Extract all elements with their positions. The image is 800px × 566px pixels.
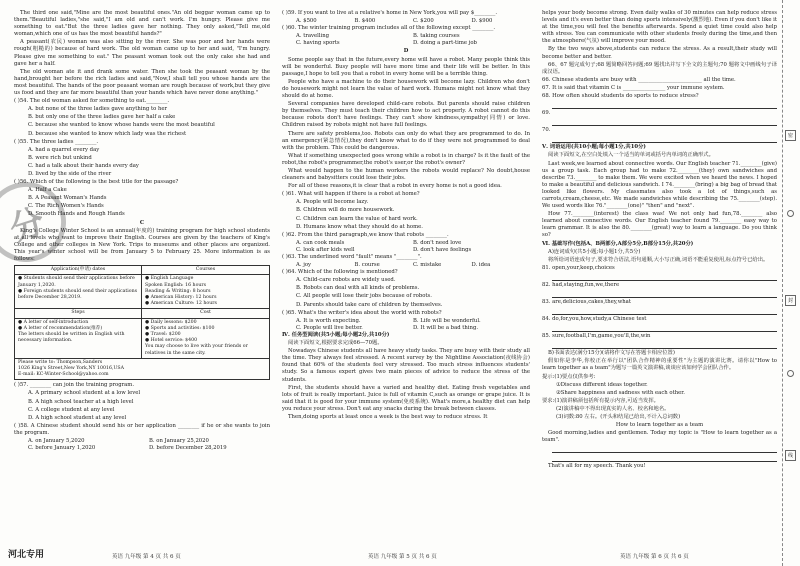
section-note: 阅读下面短文,在空白处填入一个适当的单词或括号内单词的正确形式。 xyxy=(548,152,714,159)
section-heading-v: Ⅴ. 词语运用(共10小题;每小题1分,共10分) xyxy=(542,144,646,151)
requirement: 要求:(1)演讲稿须包括所有提示内容,可适当发挥。 xyxy=(542,397,659,404)
page-footer-5: 英语 九年级 第 5 页 共 6 页 xyxy=(368,554,437,560)
essay-title: How to learn together as a team xyxy=(615,422,704,429)
answer-line[interactable] xyxy=(552,118,777,126)
paragraph: There are safety problems,too. Robots can only do what they are programmed to do. In an emergency(紧急情况),they don't know what to do if they were not programmed to deal with the problem. This could be dangerous. xyxy=(282,130,530,151)
section-note: 将所给词语连成句子,要求符合语法,语句通顺,大小写正确,词语不能重复使用,标点符号已给出。 xyxy=(548,256,769,263)
question-68: 68. How often should students do sports to reduce stress? xyxy=(542,93,699,100)
options-row xyxy=(14,438,270,445)
table-header: Courses xyxy=(142,266,269,275)
option: D. It will be a bad thing. xyxy=(413,324,479,331)
option: C. The Rich Women's Hands xyxy=(28,203,104,210)
paragraph: King's College Winter School is an annual(年度的) training program for high school students at all levels who want to improve their English. Courses are given by the teachers of King's College and other colleges in New York. Trips to museums and other places are organized. This year's winter school will be from January 5 to February 25. More information is as follows: xyxy=(14,227,270,262)
option: B. Life will be wonderful. xyxy=(413,317,481,324)
section-heading-c: C xyxy=(139,219,145,226)
question-81: 81. open,your,keep,choices xyxy=(542,264,615,271)
table-cell: ● Students should send their applications before January 1,2020. ● Foreign students should send their applications before December 28,2019. xyxy=(15,275,142,309)
option: D. A high school student at any level xyxy=(28,414,127,421)
option: C. before January 1,2020 xyxy=(28,445,96,452)
options-row xyxy=(282,33,530,40)
paragraph: 假如你是李华,你校正在举行以"团队合作精神的重要性"为主题的演讲比赛。请你以"How to learn together as a team"为题写一篇英文演讲稿,谈谈应该如何学会团队合作。 xyxy=(542,358,777,372)
question-70: 70. xyxy=(542,127,551,134)
question-55: ( )55. The three ladies ________. xyxy=(14,138,99,145)
question-69: 69. xyxy=(542,110,551,117)
question-62: ( )62. From the third paragraph,we know that robots ________. xyxy=(282,231,449,238)
paragraph: What would happen to the human workers the robots would replace? No doubt,house cleaners and babysitters could lose their jobs. xyxy=(282,167,530,182)
question-61: ( )61. What will happen if there is a robot at home? xyxy=(282,191,420,198)
column-page-5 xyxy=(282,10,530,538)
page-footer-4: 英语 九年级 第 4 页 共 6 页 xyxy=(112,554,181,560)
option: C. because she wanted to know whose hands were the most beautiful xyxy=(28,122,215,129)
hints-label: 提示:(1)要点仅供参考: xyxy=(542,373,596,380)
section-heading-d: D xyxy=(403,48,409,55)
table-header: Application(申请) dates xyxy=(15,266,142,275)
answer-line[interactable] xyxy=(552,341,777,349)
paragraph: What if something unexpected goes wrong while a robot is in charge? Is it the fault of the robot,the robot's programmer,the robot's user,or the robot's owner? xyxy=(282,152,530,166)
question-56: ( )56. Which of the following is the best title for the passage? xyxy=(14,179,179,186)
paragraph: helps your body become strong. Even daily walks of 30 minutes can help reduce stress levels and it's even better than doing sports intensively(激烈地). Even if you don't like it at the time,you will feel the benefits afterwards. Spend a quiet time could also help with stress. You can communicate with other students freely during the time,and then the atmosphere(气氛) will improve your mood. xyxy=(542,10,777,45)
options-row xyxy=(282,240,530,247)
answer-line[interactable] xyxy=(552,101,777,109)
answer-line[interactable] xyxy=(552,273,777,281)
option: B. $400 xyxy=(354,18,376,25)
option: B. were rich but unkind xyxy=(28,154,92,161)
option: B. course xyxy=(354,262,380,269)
paragraph: For all of these reasons,it is clear that a robot in every home is not a good idea. xyxy=(288,183,502,190)
table-cell: ● Daily lessons: $200 ● Sports and activities: $100 ● Travel: $200 ● Hotel service: $400 You may choose to live with your friends or relatives in the same city. xyxy=(142,319,269,359)
paragraph: First, the students should have a varied and healthy diet. Eating fresh vegetables and lots of fruit is really important. Juice is full of vitamin C,such as orange or grape juice. It is said that it is good for your immune system(免疫系统). What's more,a healthy diet can help you reduce your stress. Don't eat any snacks during the break between classes. xyxy=(282,384,530,412)
option: A. Child-care robots are widely used. xyxy=(296,277,396,284)
option: A. but none of the three ladies gave anything to her xyxy=(28,106,168,113)
column-page-4 xyxy=(14,10,270,538)
option: D. doing a part-time job xyxy=(413,40,477,47)
page-footer-6: 英语 九年级 第 6 页 共 6 页 xyxy=(620,554,689,560)
question-82: 82. had,staying,fun,we,there xyxy=(542,281,620,288)
question-67: 67. It is said that vitamin C is ________________ your immune system. xyxy=(542,84,725,91)
option: C. $200 xyxy=(413,18,434,25)
answer-line[interactable] xyxy=(552,454,777,462)
question-83: 83. are,delicious,cakes,they,what xyxy=(542,299,631,305)
answer-line[interactable] xyxy=(552,307,777,315)
hint: ②Share happiness and sadness with each other. xyxy=(556,389,685,396)
paragraph: Several companies have developed child-care robots. But parents should raise children by themselves. They must teach their children how to act properly. A robot cannot do this because robots don't have feelings. They can't show kindness,sympathy(同情) or love. Children raised by robots might not have full feelings. xyxy=(282,101,530,129)
watermark-stamp: 分 xyxy=(0,172,76,273)
question-57: ( )57. ________ can join the training program. xyxy=(14,382,134,389)
paragraph: Some people say that in the future,every home will have a robot. Many people think this will be wonderful. Busy people will have more time and their life will be better. In this passage,I hope to tell you that a robot in every home will be a terrible thing. xyxy=(282,56,530,77)
column-page-6 xyxy=(542,10,777,538)
paragraph: Last week,we learned about connective words. Our English teacher 71.________(give) us a group task. Each group had to make 72.________(they) own sandwiches and describe 73.________ to make them. We were excited when we heard the news. I hoped to make a beautiful and delicious sandwich. I 74.________(bring) a big bag of bread that looked like flowers. My classmates also took a lot of things,such as carrots,cream,cheese,etc. We made sandwiches while describing the 75.________(step). We used words like 76."________(one)" "then" and "next". xyxy=(542,160,777,210)
subsection-heading: A)连词成句(共5小题;每小题1分,共5分) xyxy=(548,248,641,255)
option: C. People will live better. xyxy=(296,324,363,331)
contact-info: Please write to: Thompson,Sanders 1026 King's Street,New York,NY 10016,USA E-mail: KC-Winter-School@yahoo.com xyxy=(18,359,124,378)
question-63: ( )63. The underlined word "fault" means "________". xyxy=(282,254,422,260)
answer-line[interactable] xyxy=(552,135,777,143)
seal-tab: 封 xyxy=(785,295,796,306)
binding-hole xyxy=(787,210,794,217)
option: A. travelling xyxy=(296,33,330,40)
requirement: (2)演讲稿中不得出现真实的人名、校名和地名。 xyxy=(556,405,670,412)
section-note: 阅读下面短文,根据要求完成66—70题。 xyxy=(288,340,383,347)
option: B. Children will do more housework. xyxy=(296,207,395,214)
seal-tab: 密 xyxy=(785,130,796,141)
option: A. Half a Cake xyxy=(28,187,67,194)
question-58: ( )58. A Chinese student should send his or her application ________ if he or she wants to join the program. xyxy=(14,422,270,436)
hint: ①Discuss different ideas together. xyxy=(556,381,648,388)
question-64: ( )64. Which of the following is mentioned? xyxy=(282,269,398,276)
paragraph: Nowadays Chinese students all have heavy study tasks. They are busy with their study all the time. They always feel stressed. A recent survey by the Nightline Association(夜线协会) found that 60% of the students feel very stressed. Too much stress influences students' study. So a famous expert gives two main pieces of advice to reduce the stress of the students. xyxy=(282,348,530,383)
binding-rail xyxy=(782,0,797,566)
option: D. Humans know what they should do at home. xyxy=(296,223,423,230)
option: D. Smooth Hands and Rough Hands xyxy=(28,211,125,218)
option: D. idea xyxy=(471,262,491,269)
essay-closing: That's all for my speech. Thank you! xyxy=(548,463,646,470)
table-cell: ● A letter of self-introduction ● A letter of recommendation(推荐) The letters should be written in English with necessary information. xyxy=(15,319,142,359)
option: C. mistake xyxy=(413,262,442,269)
paragraph: The third one said,"Mine are the most beautiful ones."An old beggar woman came up to them."Beautiful ladies,"she said,"I am old and can't work. I'm hungry. Please give me something to eat."But the three ladies gave her nothing. They only asked,"Tell me,old woman,which one of us has the most beautiful hands?" xyxy=(14,10,270,38)
option: A. It is worth expecting. xyxy=(296,317,361,324)
section-heading-vi: Ⅵ. 基础写作(包括A、B两部分,A部分5分,B部分15分,共20分) xyxy=(542,240,694,247)
question-54: ( )54. The old woman asked for something to eat.________. xyxy=(14,98,170,105)
section-heading-iv: Ⅳ. 任务型阅读(共5小题;每小题2分,共10分) xyxy=(282,331,390,338)
option: A. $500 xyxy=(296,18,317,25)
option: B. on January 25,2020 xyxy=(149,438,209,444)
options-row xyxy=(282,247,530,254)
requirement: (3)词数:80 左右。(开头和结尾已给出,不计入总词数) xyxy=(556,414,681,421)
option: A. joy xyxy=(296,262,312,269)
answer-line[interactable] xyxy=(552,324,777,332)
option: A. People will become lazy. xyxy=(296,199,369,206)
option: C. look after kids well xyxy=(296,246,355,253)
table-header: Steps xyxy=(15,309,142,318)
answer-line[interactable] xyxy=(552,290,777,298)
option: B. Robots can deal with all kinds of problems. xyxy=(296,285,420,292)
option: D. Parents should take care of children by themselves. xyxy=(296,301,443,308)
option: D. don't have feelings xyxy=(413,246,472,253)
binding-hole xyxy=(787,370,794,377)
option: D. lived by the side of the river xyxy=(28,170,112,177)
question-66: 66. Chinese students are busy with ________________________ all the time. xyxy=(542,76,736,83)
option: C. having sports xyxy=(296,40,340,47)
option: B. A high school teacher at a high level xyxy=(28,398,134,405)
option: D. because she wanted to know which lady was the richest xyxy=(28,130,187,137)
option: B. taking courses xyxy=(413,33,460,40)
option: B. A Peasant Woman's Hands xyxy=(28,195,107,202)
question-60: ( )60. The winter training program includes all of the following except ________. xyxy=(282,25,496,32)
option: A. had a quarrel every day xyxy=(28,146,100,153)
options-row xyxy=(282,40,530,47)
option: B. don't need love xyxy=(413,239,462,246)
essay-opening: Good morning,ladies and gentlemen. Today my topic is "How to learn together as a team". xyxy=(542,430,777,444)
subsection-heading: B)书面表达(满分15分)(请将作文写在答题卡相应位置) xyxy=(548,350,675,357)
paragraph: A peasant(农民) woman was also sitting by the river. She was poor and her hands were rough(粗糙的) because of hard work. The old woman came up to her and said, "I'm hungry. Please give me something to eat." The peasant woman took out the only cake she had and gave her a half. xyxy=(14,39,270,67)
option: C. All people will lose their jobs because of robots. xyxy=(296,293,432,300)
info-table xyxy=(14,265,270,380)
answer-line[interactable] xyxy=(552,445,777,453)
paragraph: By the two ways above,students can reduce the stress. As a result,their study will become better and better. xyxy=(542,46,777,60)
option: D. $900 xyxy=(471,18,493,25)
options-row xyxy=(282,325,530,332)
option: C. had a talk about their hands every day xyxy=(28,162,139,169)
region-label: 河北专用 xyxy=(8,550,45,560)
paragraph: People who have a machine to do their housework will become lazy. Children who don't do housework might not learn the value of hard work. Humans might not know what they should do at home. xyxy=(282,78,530,100)
question-65: ( )65. What's the writer's idea about the world with robots? xyxy=(282,309,442,316)
option: A. can cook meals xyxy=(296,239,345,246)
paragraph: The old woman ate it and drank some water. Then she took the peasant woman by the hand,brought her before the rich ladies and said,"Now,I shall tell you whose hands are the most beautiful. The hands of the poor peasant woman are rough because of work,but they give us food and they are far more beautiful than your hands which have never done anything." xyxy=(14,68,270,97)
seal-tab: 线 xyxy=(785,450,796,461)
option: A. A primary school student at a low level xyxy=(28,390,141,397)
table-header: Cost xyxy=(142,309,269,318)
option: C. Children can learn the value of hard work. xyxy=(296,215,418,222)
paragraph: Then,doing sports at least once a week is the best way to reduce stress. It xyxy=(288,413,488,420)
options-row xyxy=(282,318,530,325)
question-85: 85. sure,football,I'm,game,you'll,the,win xyxy=(542,333,651,340)
option: B. but only one of the three ladies gave her half a cake xyxy=(28,114,176,121)
paragraph: How 77.________(interest) the class was! We not only had fun,78.________ also learned about connective words. Our English teacher found 79.________ easy way to learn grammar. It is also the 80.________(great) way to learn a language. Do you think so? xyxy=(542,211,777,239)
options-row xyxy=(14,445,270,452)
table-cell: ● English Language Spoken English: 16 hours Reading & Writing: 8 hours ● American History: 12 hours ● American Culture: 12 hours xyxy=(142,275,269,309)
question-84: 84. do,for,you,how,study,a Chinese test xyxy=(542,316,647,323)
task-instructions: 66、67 题完成句子;68 题简略回答问题;69 题找出并写下全文的主题句;70 题将文中画线句子译成汉语。 xyxy=(542,61,777,75)
option: C. A college student at any level xyxy=(28,406,115,413)
option: D. before December 28,2019 xyxy=(149,445,227,452)
option: A. on January 5,2020 xyxy=(28,438,85,444)
question-59: ( )59. If you want to live at a relative's home in New York,you will pay $________. xyxy=(282,10,498,16)
